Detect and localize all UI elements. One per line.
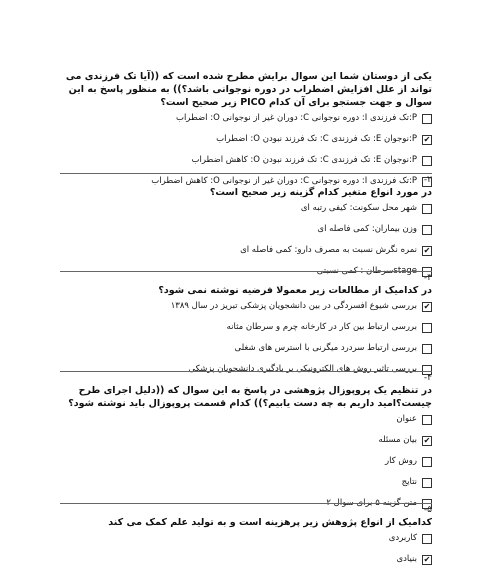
- question-4-option-2[interactable]: [60, 435, 432, 446]
- option-label: نتایج: [401, 477, 417, 487]
- option-label: عنوان: [396, 414, 417, 424]
- option-label: P:تک فرزندی I: دوره نوجوانی C: دوران غیر از نوجوانی O: اضطراب: [175, 113, 417, 123]
- checkbox-checked[interactable]: ✔: [423, 554, 431, 564]
- question-1-option-2[interactable]: [60, 134, 432, 145]
- checkbox-checked[interactable]: ✔: [423, 245, 431, 255]
- question-5-option-2[interactable]: [60, 554, 432, 565]
- option-label: بررسی تاثیر روش های الکترونیکی بر یادگیری دانشجویان پزشکی: [188, 364, 417, 374]
- checkbox[interactable]: [422, 323, 432, 333]
- option-label: بررسی شیوع افسردگی در بین دانشجویان پزشکی تبریز در سال ۱۳۸۹: [170, 301, 417, 311]
- option-label: بیان مسئله: [378, 435, 417, 445]
- option-label: stageسرطان : کمی نسبتی: [316, 266, 417, 276]
- question-3-option-3[interactable]: [60, 343, 432, 354]
- option-label: کاربردی: [388, 533, 417, 543]
- checkbox[interactable]: [422, 225, 432, 235]
- question-4-text: در تنظیم یک پروپوزال پژوهشی در پاسخ به این سوال که ((دلیل اجرای طرح چیست؟امید داریم به چه دست یابیم؟)) کدام قسمت پروپوزال باید نوشته شود؟: [68, 385, 432, 409]
- question-4: [60, 371, 432, 519]
- question-5-text: کدامیک از انواع پژوهش زیر پرهزینه است و به تولید علم کمک می کند: [108, 517, 432, 528]
- question-2-option-1[interactable]: [60, 203, 432, 214]
- question-4-option-1[interactable]: [60, 414, 432, 425]
- question-1-option-1[interactable]: [60, 113, 432, 124]
- question-3-text: در کدامیک از مطالعات زیر معمولا فرضیه نوشته نمی شود؟: [158, 285, 432, 296]
- checkbox[interactable]: [422, 478, 432, 488]
- question-3: [60, 271, 432, 385]
- option-label: وزن بیماران: کمی فاصله ای: [317, 224, 417, 234]
- question-2: [60, 173, 432, 287]
- checkbox-checked[interactable]: ✔: [423, 301, 431, 311]
- option-label: بررسی ارتباط بین کار در کارخانه چرم و سرطان مثانه: [226, 322, 417, 332]
- option-label: نمره نگرش نسبت به مصرف دارو: کمی فاصله ای: [240, 245, 417, 255]
- checkbox[interactable]: [422, 344, 432, 354]
- option-label: شهر محل سکونت: کیفی رتبه ای: [300, 203, 417, 213]
- question-1-text: یکی از دوستان شما این سوال برایش مطرح شده است که ((آیا تک فرزندی می تواند از علل افزایش اضطراب در دوره نوجوانی باشد؟)) به منظور پاسخ به این سوال و جهت جستجو برای آن کدام PICO زیر صحیح است؟: [65, 71, 432, 108]
- option-label: روش کار: [384, 456, 417, 466]
- question-3-option-2[interactable]: [60, 322, 432, 333]
- question-2-option-3[interactable]: [60, 245, 432, 256]
- question-2-option-2[interactable]: [60, 224, 432, 235]
- checkbox-checked[interactable]: ✔: [423, 435, 431, 445]
- question-4-option-4[interactable]: [60, 477, 432, 488]
- checkbox-checked[interactable]: ✔: [423, 134, 431, 144]
- checkbox[interactable]: [422, 156, 432, 166]
- question-number: -۳: [60, 271, 432, 284]
- option-label: P:نوجوان E: تک فرزندی C: تک فرزند نبودن O: کاهش اضطراب: [191, 155, 417, 165]
- option-label: بررسی ارتباط سردرد میگرنی با استرس های شغلی: [234, 343, 417, 353]
- option-label: P:تک فرزندی I: دوره نوجوانی C: دوران غیر از نوجوانی O: کاهش اضطراب: [151, 176, 417, 186]
- checkbox[interactable]: [422, 534, 432, 544]
- question-number: -۲: [60, 173, 432, 186]
- question-5: [60, 503, 432, 575]
- question-number: -۵: [60, 503, 432, 516]
- question-number: -۴: [60, 371, 432, 384]
- checkbox[interactable]: [422, 457, 432, 467]
- question-5-option-1[interactable]: [60, 533, 432, 544]
- checkbox[interactable]: [422, 114, 432, 124]
- option-label: بنیادی: [396, 554, 417, 564]
- question-4-option-3[interactable]: [60, 456, 432, 467]
- option-label: P:نوجوان E: تک فرزندی C: تک فرزند نبودن O: اضطراب: [216, 134, 417, 144]
- question-2-text: در مورد انواع متغیر کدام گزینه زیر صحیح است؟: [209, 187, 432, 198]
- checkbox[interactable]: [422, 204, 432, 214]
- question-1-option-3[interactable]: [60, 155, 432, 166]
- option-label: متن گزینه ۵ برای سوال ۲: [326, 498, 417, 508]
- checkbox[interactable]: [422, 415, 432, 425]
- question-3-option-1[interactable]: [60, 301, 432, 312]
